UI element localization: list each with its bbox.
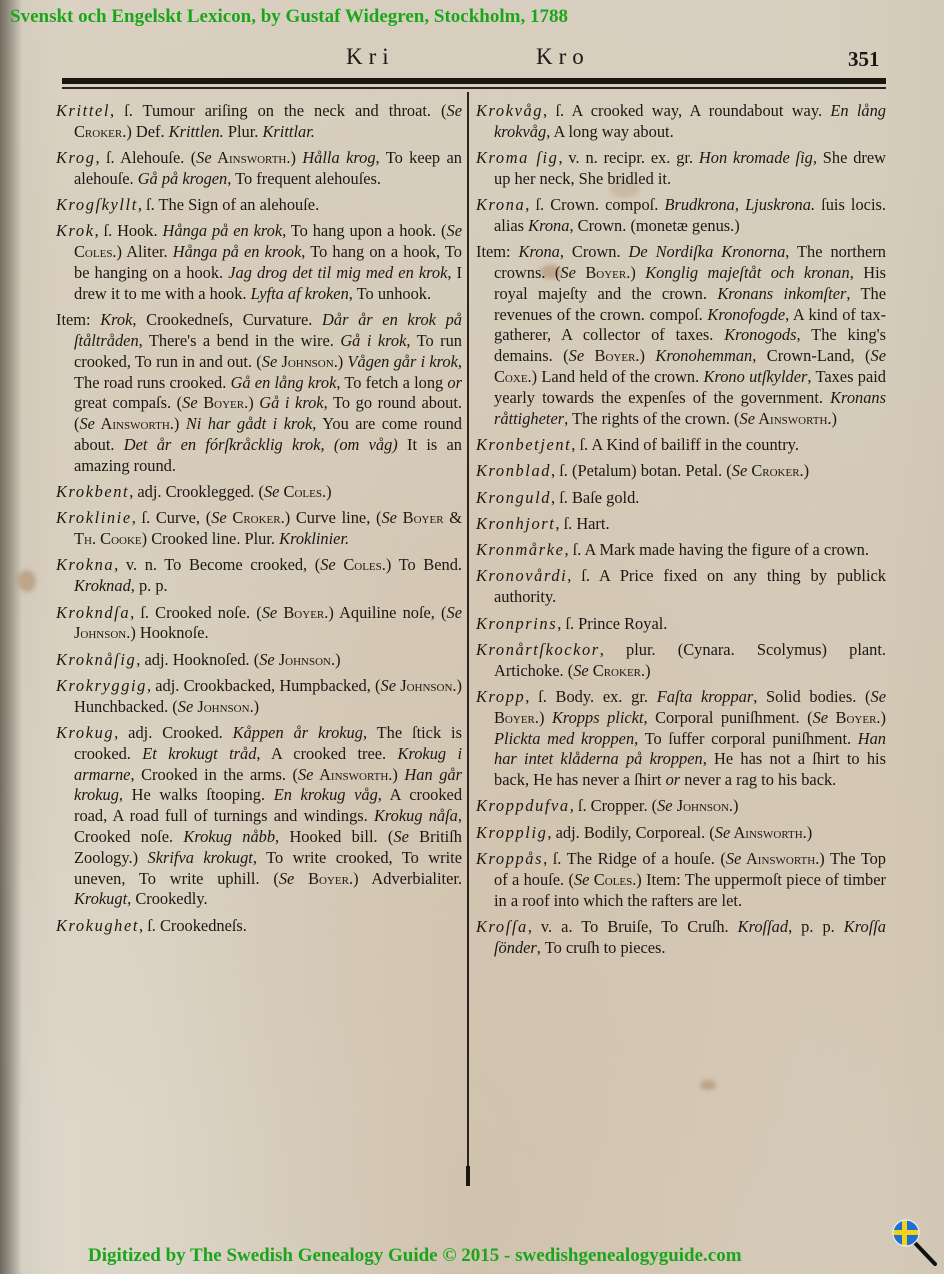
entry-text: Krokug nåbb xyxy=(183,827,276,846)
entry-text: , p. p. xyxy=(788,916,844,936)
entry-text: ) xyxy=(645,660,651,680)
entry-text: , To hang upon a hook. ( xyxy=(282,221,447,241)
entry-text: Lyfta af kroken xyxy=(250,283,349,303)
headword: Kronblad xyxy=(476,461,552,481)
reference-source: Johnson. xyxy=(193,696,254,716)
entry-text: ) Aliter. xyxy=(116,242,173,262)
entry-text: ) xyxy=(335,649,341,669)
entry-text: Hålla krog xyxy=(302,148,376,168)
entry-text: Se xyxy=(182,393,198,413)
dictionary-entry xyxy=(56,650,462,671)
reference-source: Ainsworth. xyxy=(741,849,820,868)
reference-source: Coles. xyxy=(279,482,327,502)
entry-text: , To cruſh to pieces. xyxy=(536,937,666,957)
entry-text: Kroknad xyxy=(74,576,131,596)
entry-text: , ſ. Curve, ( xyxy=(131,508,212,528)
headword: Krokughet xyxy=(56,915,139,935)
entry-text: Se xyxy=(657,796,673,816)
entry-text: Kronofogde xyxy=(707,304,786,324)
dictionary-entry xyxy=(476,823,886,844)
entry-text: Se xyxy=(573,869,590,889)
dictionary-entry xyxy=(476,640,886,682)
entry-text: , ſ. A Price fixed on any thing by publick authority. xyxy=(494,566,886,607)
dictionary-entry xyxy=(56,723,462,910)
headword: Krokna xyxy=(56,555,115,575)
entry-text: , To fetch a long xyxy=(336,372,448,392)
dictionary-entry xyxy=(476,488,886,509)
right-column xyxy=(476,101,886,964)
headword: Krokbent xyxy=(56,482,130,502)
entry-text: Skrifva krokugt xyxy=(147,847,253,867)
entry-text: Et krokugt tråd xyxy=(142,743,257,763)
entry-text: Se xyxy=(446,101,462,120)
entry-text: , ſ. Cropper. ( xyxy=(569,796,658,816)
entry-text: Jag drog det til mig med en krok xyxy=(228,263,448,283)
entry-text: ) xyxy=(630,263,646,283)
entry-text: Kåppen år krokug xyxy=(232,723,363,743)
entry-text: , His royal majeſty and the crown. xyxy=(494,263,887,303)
entry-text: , I drew it to me with a hook. xyxy=(74,263,462,303)
headword: Kroppdufva xyxy=(476,796,570,816)
entry-text: ) xyxy=(639,346,656,366)
entry-text: Se xyxy=(870,686,886,706)
entry-text: , To go round about. ( xyxy=(74,393,462,434)
entry-text: ) Land held of the crown. xyxy=(531,367,704,387)
entry-text: En lång krokvåg xyxy=(494,101,886,141)
entry-text: Dår år en krok på ſtåltråden xyxy=(74,310,462,350)
stain xyxy=(700,1080,716,1090)
entry-text: Det år en fórſkråcklig krok, (om våg) xyxy=(123,434,398,454)
headword: Kropp xyxy=(476,686,526,706)
entry-text: Krona xyxy=(518,242,560,262)
entry-text: , ſ. Hart. xyxy=(555,513,610,533)
headword: Kronguld xyxy=(476,487,552,507)
reference-source: Boyer. xyxy=(584,346,640,366)
reference-source: Croker. xyxy=(74,121,127,141)
reference-source: Boyer & Th. Cooke xyxy=(74,508,462,549)
entry-text: Se xyxy=(263,482,280,502)
entry-text: Se xyxy=(573,660,589,680)
header-rule-thin xyxy=(62,87,886,89)
dictionary-entry xyxy=(476,242,886,429)
dictionary-entry xyxy=(476,796,886,817)
reference-source: Ainsworth. xyxy=(211,148,291,168)
entry-text: Krittlar. xyxy=(262,121,315,141)
entry-text: Se xyxy=(79,414,95,434)
entry-text: ) To Bend. xyxy=(385,555,462,575)
entry-text: Kronohemman xyxy=(655,346,753,366)
entry-text: , Crookedneſs, Curvature. xyxy=(132,310,323,330)
entry-text: , Corporal puniſhment. ( xyxy=(643,707,813,727)
entry-text: ) Item: The uppermoſt piece of timber in a roof into which the rafters are let. xyxy=(494,869,886,910)
entry-text: ) Adverbialiter. xyxy=(353,868,462,888)
entry-text: , To unhook. xyxy=(348,283,432,303)
entry-text: , There's a bend in the wire. xyxy=(138,330,341,350)
entry-text: , v. a. To Bruiſe, To Cruſh. xyxy=(527,916,738,936)
headword: Krokryggig xyxy=(56,675,147,695)
entry-text: , ſ. Prince Royal. xyxy=(557,613,668,633)
entry-text: , v. n. To Become crooked, ( xyxy=(114,555,321,575)
headword: Kronhjort xyxy=(476,513,556,533)
entry-text: , The rights of the crown. ( xyxy=(564,408,740,428)
entry-text: , ſ. A Kind of bailiff in the country. xyxy=(571,434,799,454)
entry-text: Se xyxy=(259,649,275,669)
entry-text: , She drew up her neck, She bridled it. xyxy=(494,148,886,188)
reference-source: Johnson. xyxy=(672,796,734,816)
page-number: 351 xyxy=(848,47,880,71)
headword: Kronbetjent xyxy=(476,434,572,454)
column-divider xyxy=(467,92,469,1182)
entry-text: , Crooked noſe. xyxy=(74,806,462,846)
dictionary-entry xyxy=(476,614,886,635)
entry-text: , adj. Hooknoſed. ( xyxy=(136,649,260,669)
running-head xyxy=(0,44,944,74)
entry-text: Se xyxy=(870,346,886,366)
reference-source: Coles. xyxy=(589,869,637,889)
entry-text: Se xyxy=(731,461,748,481)
entry-text: Krono utſkylder xyxy=(703,367,808,387)
dictionary-entry xyxy=(476,687,886,791)
entry-text: ) xyxy=(337,351,348,371)
headword: Kroſſa xyxy=(476,916,528,936)
reference-source: Ainsworth. xyxy=(94,414,174,434)
entry-text: , He has not a ſhirt to his back, He has never a ſhirt xyxy=(494,749,886,790)
source-banner: Svenskt och Engelskt Lexicon, by Gustaf Widegren, Stockholm, 1788 xyxy=(10,6,568,27)
reference-source: Johnson. xyxy=(274,649,336,669)
entry-text: Han har intet klåderna på kroppen xyxy=(494,728,886,769)
entry-text: ) xyxy=(831,408,837,428)
entry-text: , You are come round about. xyxy=(74,414,462,454)
entry-text: , To ſuffer corporal puniſhment. xyxy=(634,728,858,748)
header-rule-thick xyxy=(62,78,886,84)
reference-source: Boyer. xyxy=(575,263,631,283)
reference-source: Johnson. xyxy=(74,623,131,643)
entry-text: Plur. xyxy=(223,121,263,141)
headword: Kropplig xyxy=(476,822,548,842)
running-head-right: Kro xyxy=(536,44,590,69)
headword: Kroppås xyxy=(476,849,544,868)
dictionary-entry xyxy=(476,540,886,561)
reference-source: Ainsworth. xyxy=(313,764,393,784)
entry-text: Se xyxy=(714,822,731,842)
entry-text: , ſ. A crooked way, A roundabout way. xyxy=(543,101,831,120)
entry-text: Se xyxy=(278,868,295,888)
dictionary-entry xyxy=(56,310,462,476)
entry-text: ) Hooknoſe. xyxy=(130,623,209,643)
reference-source: Boyer. xyxy=(294,868,354,888)
entry-text: , To run crooked, To run in and out. ( xyxy=(74,330,462,371)
entry-text: , adj. Crooklegged. ( xyxy=(129,482,264,502)
headword: Krokndſa xyxy=(56,602,131,622)
entry-text: Konglig majeſtåt och kronan xyxy=(645,263,850,283)
entry-text: Vågen går i krok xyxy=(347,351,458,371)
entry-text: or xyxy=(447,372,462,392)
entry-text: Se xyxy=(261,351,278,371)
entry-text: , The revenues of the crown. compoſ. xyxy=(494,283,886,324)
entry-text: Se xyxy=(560,263,576,283)
entry-text: Hon kromade ſig xyxy=(698,148,813,168)
entry-text: Se xyxy=(177,696,194,716)
entry-text: Krok xyxy=(100,310,133,330)
entry-text: never a rag to his back. xyxy=(680,770,837,790)
dictionary-entry xyxy=(56,101,462,143)
entry-text: , Crown. (monetæ genus.) xyxy=(569,215,740,235)
entry-text: Britiſh Zoology.) xyxy=(74,827,462,867)
entry-text: , v. n. recipr. ex. gr. xyxy=(558,148,699,168)
entry-text: De Nordiſka Kronorna xyxy=(628,242,786,262)
dictionary-entry xyxy=(476,566,886,608)
entry-text: , Crown. xyxy=(559,242,629,262)
entry-text: Se xyxy=(261,602,278,622)
entry-text: ) xyxy=(173,414,186,434)
entry-text: Se xyxy=(446,221,462,241)
entry-text: Se xyxy=(393,827,409,846)
entry-text: , A crooked road, A road full of turnings and windings. xyxy=(74,785,463,826)
headword: Kronovårdi xyxy=(476,566,568,586)
reference-source: Boyer. xyxy=(828,707,881,727)
entry-text: Ni har gådt i krok xyxy=(185,414,313,434)
entry-text: Gå en lång krok xyxy=(230,372,337,392)
entry-text: , The ſtick is crooked. xyxy=(74,723,462,763)
entry-text: Se xyxy=(211,508,227,528)
entry-text: Item: xyxy=(56,310,101,330)
entry-text: Se xyxy=(380,675,396,695)
entry-text: , The northern crowns. ( xyxy=(494,242,886,283)
dictionary-entry xyxy=(476,917,886,959)
headword: Krog xyxy=(56,148,96,168)
entry-text: Brudkrona, Ljuskrona. xyxy=(664,195,816,215)
entry-text: Se xyxy=(725,849,742,868)
entry-text: Kroſſad xyxy=(737,916,789,936)
headword: Kroklinie xyxy=(56,508,132,528)
swedish-flag-magnifier-icon xyxy=(889,1216,939,1268)
entry-text: , ſ. The Sign of an alehouſe. xyxy=(137,195,320,215)
entry-text: , Crookedly. xyxy=(127,889,208,909)
entry-text: Se xyxy=(446,602,463,622)
entry-text: , ſ. Tumour ariſing on the neck and throat. ( xyxy=(110,101,447,120)
reference-source: Croker. xyxy=(226,508,285,528)
dictionary-entry xyxy=(56,221,462,304)
entry-text: , To write crooked, To write uneven, To write uphill. ( xyxy=(74,847,462,888)
entry-text: ) xyxy=(806,822,813,842)
reference-source: Croker. xyxy=(747,461,804,481)
headword: Krok xyxy=(56,221,95,241)
entry-text: , ſ. Crown. compoſ. xyxy=(525,195,665,215)
entry-text: , To frequent alehouſes. xyxy=(227,168,382,188)
entry-text: Se xyxy=(196,148,212,168)
entry-text: , ſ. Crookedneſs. xyxy=(139,915,247,935)
digitized-credit: Digitized by The Swedish Genealogy Guide © 2015 - swedishgenealogyguide.com xyxy=(88,1245,742,1266)
reference-source: Coles. xyxy=(74,242,117,262)
dictionary-entry xyxy=(56,148,462,190)
entry-text: Se xyxy=(568,346,585,366)
dictionary-entry xyxy=(476,195,886,237)
headword: Krogſkyllt xyxy=(56,195,138,215)
entry-text: , ſ. Crooked noſe. ( xyxy=(130,602,262,622)
entry-text: ) xyxy=(880,707,886,727)
reference-source: Boyer. xyxy=(494,707,539,727)
entry-text: Se xyxy=(739,408,755,428)
reference-source: Ainsworth. xyxy=(755,408,832,428)
entry-text: , He walks ſtooping. xyxy=(118,785,274,805)
entry-text: En krokug våg xyxy=(273,785,378,805)
entry-text: Hånga på en krok xyxy=(162,221,283,241)
entry-text: Krittlen. xyxy=(168,121,224,141)
dictionary-entry xyxy=(476,148,886,190)
entry-text: Plickta med kroppen xyxy=(494,728,635,748)
dictionary-entry xyxy=(476,435,886,456)
entry-text: , ſ. The Ridge of a houſe. ( xyxy=(543,849,726,868)
entry-text: Krokug i armarne xyxy=(74,743,463,784)
entry-text: ) xyxy=(248,393,260,413)
dictionary-entry xyxy=(476,514,886,535)
entry-text: ) The Top of a houſe. ( xyxy=(494,849,886,889)
entry-text: , A crooked tree. xyxy=(256,743,398,763)
reference-source: Boyer. xyxy=(277,602,329,622)
dictionary-entry xyxy=(56,676,462,718)
reference-source: Johnson. xyxy=(395,675,457,695)
entry-text: Se xyxy=(381,508,397,528)
entry-text: , ſ. A Mark made having the figure of a crown. xyxy=(564,540,869,560)
entry-text: Gå i krok xyxy=(259,393,324,413)
entry-text: , ſ. Hook. xyxy=(94,221,163,241)
entry-text: , Crooked in the arms. ( xyxy=(130,764,298,784)
dictionary-entry xyxy=(476,849,886,911)
entry-text: , p. p. xyxy=(130,576,168,596)
entry-text: Kropps plickt xyxy=(551,707,644,727)
entry-text: ſuis locis. alias xyxy=(494,195,886,235)
entry-text: Se xyxy=(320,555,336,575)
reference-source: Johnson. xyxy=(277,351,338,371)
dictionary-entry xyxy=(56,555,462,597)
entry-text: ) Hunchbacked. ( xyxy=(74,675,462,716)
entry-text: , To keep an alehouſe. xyxy=(74,148,462,188)
entry-text: , To hang on a hook, To be hanging on a hook. xyxy=(74,242,462,283)
entry-text: , ſ. Alehouſe. ( xyxy=(95,148,197,168)
entry-text: ) xyxy=(253,696,260,716)
reference-source: Croker. xyxy=(588,660,646,680)
entry-text: , adj. Bodily, Corporeal. ( xyxy=(547,822,715,842)
entry-text: , The king's demains. ( xyxy=(494,325,887,366)
entry-text: It is an amazing round. xyxy=(74,434,462,475)
entry-text: ) xyxy=(733,796,739,816)
headword: Krittel xyxy=(56,101,111,120)
entry-text: , A long way about. xyxy=(546,121,674,141)
running-head-left: Kri xyxy=(346,44,395,69)
entry-text: , plur. (Cynara. Scolymus) plant. Artichoke. ( xyxy=(494,639,886,680)
entry-text: Hånga på en krook xyxy=(172,242,302,262)
entry-text: Kronogods xyxy=(724,325,797,345)
stain xyxy=(18,570,36,592)
entry-text: Se xyxy=(812,707,829,727)
entry-text: ) Aquiline noſe, ( xyxy=(328,602,447,622)
entry-text: , ſ. Body. ex. gr. xyxy=(525,686,657,706)
headword: Kronårtſkockor xyxy=(476,639,600,659)
entry-text: ) xyxy=(538,707,552,727)
entry-text: ) xyxy=(326,482,332,502)
entry-text: Gå på krogen xyxy=(137,168,228,188)
column-divider-end xyxy=(466,1166,470,1186)
entry-text: , The road runs crooked. xyxy=(74,351,462,392)
reference-source: Boyer. xyxy=(197,393,249,413)
entry-text: Kronans råttigheter xyxy=(494,387,886,428)
entry-text: great compaſs. ( xyxy=(74,393,183,413)
reference-source: Coles. xyxy=(335,555,386,575)
entry-text: ) Curve line, ( xyxy=(284,508,382,528)
headword: Krokvåg xyxy=(476,101,544,120)
entry-text: ) xyxy=(392,764,405,784)
entry-text: , ſ. Baſe gold. xyxy=(551,487,640,507)
entry-text: , A kind of tax-gatherer, A collector of taxes. xyxy=(494,304,887,345)
headword: Krokug xyxy=(56,723,115,743)
entry-text: , adj. Crooked. xyxy=(114,723,233,743)
headword: Kronmårke xyxy=(476,540,565,560)
entry-text: Faſta kroppar xyxy=(656,686,754,706)
entry-text: Item: xyxy=(476,242,519,262)
entry-text: ) xyxy=(803,461,810,481)
headword: Krona xyxy=(476,195,526,215)
entry-text: , Crown-Land, ( xyxy=(752,346,871,366)
headword: Kroma ſig xyxy=(476,148,559,168)
headword: Kroknåſig xyxy=(56,649,137,669)
dictionary-entry xyxy=(56,195,462,216)
entry-text: or xyxy=(665,770,681,790)
entry-text: , adj. Crookbacked, Humpbacked, ( xyxy=(146,675,381,695)
reference-source: Ainsworth. xyxy=(730,822,807,842)
entry-text: , Taxes paid yearly towards the expenſes of the government. xyxy=(494,367,886,407)
dictionary-entry xyxy=(476,461,886,482)
entry-text: , ſ. (Petalum) botan. Petal. ( xyxy=(551,461,732,481)
entry-text: Krokug nåſa xyxy=(373,806,458,826)
entry-text: Se xyxy=(297,764,314,784)
dictionary-entry xyxy=(476,101,886,143)
dictionary-entry xyxy=(56,482,462,503)
dictionary-entry xyxy=(56,508,462,550)
entry-text: Gå i krok xyxy=(340,330,407,350)
entry-text: Han går krokug xyxy=(74,764,462,805)
headword: Kronprins xyxy=(476,613,558,633)
entry-text: Kronans inkomſter xyxy=(717,283,847,303)
entry-text: ) Crooked line. Plur. xyxy=(141,529,280,549)
left-column xyxy=(56,101,462,942)
entry-text: ) Def. xyxy=(126,121,169,141)
reference-source: Coxe. xyxy=(494,367,532,387)
entry-text: Kroſſa ſönder xyxy=(494,916,886,957)
entry-text: Krona xyxy=(528,215,570,235)
entry-text: Krokugt xyxy=(74,889,128,909)
entry-text: Kroklinier. xyxy=(279,529,350,549)
dictionary-entry xyxy=(56,603,462,645)
entry-text: ) xyxy=(290,148,303,168)
entry-text: , Hooked bill. ( xyxy=(275,827,394,846)
dictionary-entry xyxy=(56,916,462,937)
entry-text: , Solid bodies. ( xyxy=(753,686,871,706)
